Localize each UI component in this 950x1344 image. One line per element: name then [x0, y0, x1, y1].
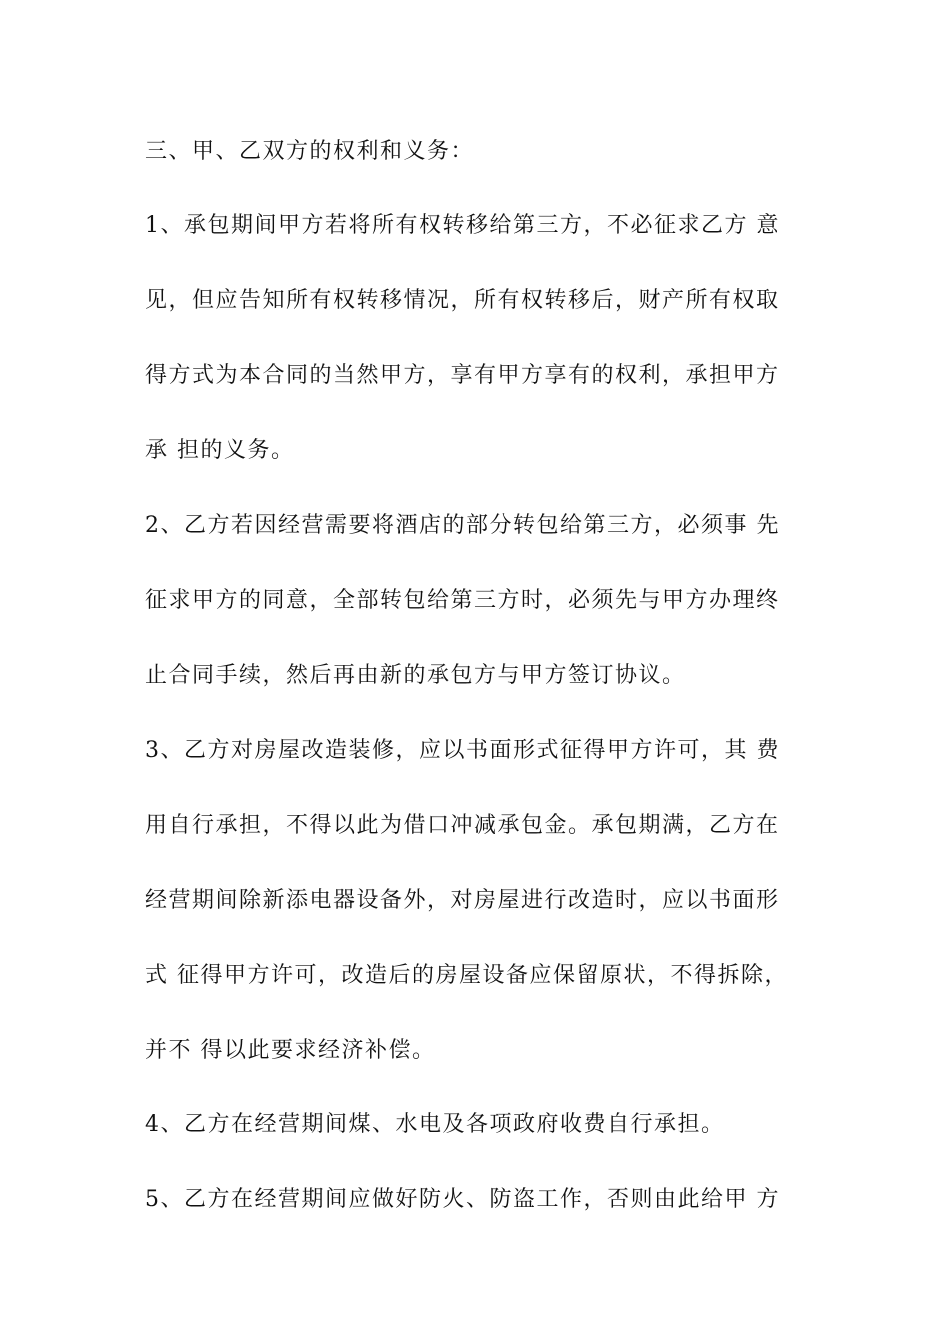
- text-line: 3、乙方对房屋改造装修，应以书面形式征得甲方许可，其 费: [145, 738, 780, 763]
- text-line: 4、乙方在经营期间煤、水电及各项政府收费自行承担。: [145, 1112, 725, 1137]
- text-line: 承 担的义务。: [145, 438, 295, 463]
- text-line: 式 征得甲方许可，改造后的房屋设备应保留原状，不得拆除，: [145, 963, 788, 988]
- section-heading: 三、甲、乙双方的权利和义务：: [145, 139, 475, 164]
- text-line: 2、乙方若因经营需要将酒店的部分转包给第三方，必须事 先: [145, 513, 780, 538]
- text-line: 经营期间除新添电器设备外，对房屋进行改造时，应以书面形: [145, 888, 780, 913]
- text-line: 1、承包期间甲方若将所有权转移给第三方，不必征求乙方 意: [145, 213, 780, 238]
- text-line: 止合同手续，然后再由新的承包方与甲方签订协议。: [145, 663, 686, 688]
- text-line: 5、乙方在经营期间应做好防火、防盗工作，否则由此给甲 方: [145, 1187, 780, 1212]
- text-line: 见，但应告知所有权转移情况，所有权转移后，财产所有权取: [145, 288, 780, 313]
- text-line: 用自行承担，不得以此为借口冲减承包金。承包期满，乙方在: [145, 813, 780, 838]
- text-line: 征求甲方的同意，全部转包给第三方时，必须先与甲方办理终: [145, 588, 780, 613]
- text-line: 得方式为本合同的当然甲方，享有甲方享有的权利，承担甲方: [145, 363, 780, 388]
- text-line: 并不 得以此要求经济补偿。: [145, 1038, 436, 1063]
